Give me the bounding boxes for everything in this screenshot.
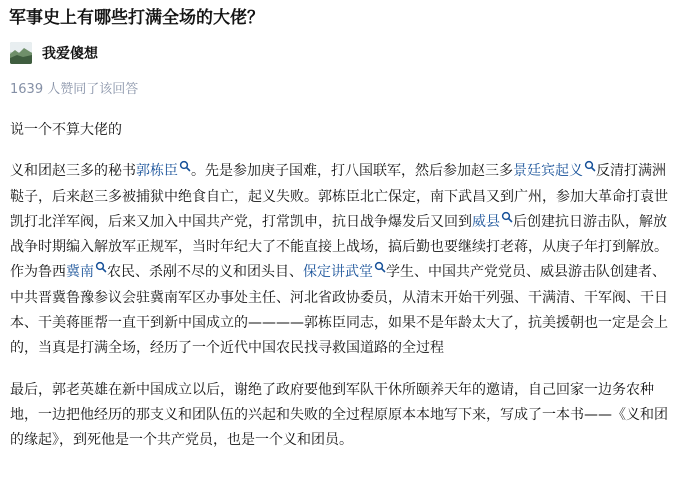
- search-icon: [374, 261, 386, 273]
- keyword-link-label: 保定讲武堂: [303, 264, 373, 281]
- author-info: [10, 42, 98, 64]
- keyword-link[interactable]: [66, 264, 107, 280]
- paragraph-text: 反清打满洲鞑子，后来赵三多被捕狱中绝食自亡，起义失败。郭栋臣北亡保定，南下武昌又到广州，参加大革命打袁世凯打北洋军阀，后来又加入中国共产党，打常凯申，抗日战争爆发后又回到: [10, 163, 668, 230]
- search-icon: [179, 160, 191, 172]
- answer-paragraph-2: 最后，郭老英雄在新中国成立以后，谢绝了政府要他到军队干休所颐养天年的邀请，自己回家一边务农种地，一边把他经历的那支义和团队伍的兴起和失败的全过程原原本本地写下来，写成了一本书——《义和团的缘起》，到死他是一个共产党员，也是一个义和团员。: [10, 381, 668, 449]
- answer-intro: 说一个不算大佬的: [10, 122, 122, 138]
- keyword-link-label: 威县: [472, 213, 500, 230]
- search-icon: [95, 261, 107, 273]
- author-name[interactable]: 我爱傻想: [42, 46, 98, 62]
- avatar[interactable]: [10, 42, 32, 64]
- paragraph-text: 。先是参加庚子国难，打八国联军，然后参加赵三多: [191, 163, 513, 180]
- keyword-link[interactable]: [136, 163, 191, 179]
- keyword-link-label: 景廷宾起义: [513, 163, 583, 180]
- keyword-link-label: 冀南: [66, 264, 94, 281]
- paragraph-text: 后创建抗日游击队，解放战争时期编入解放军正规军，当时年纪大了不能直接上战场，搞后勤也要继续打老蒋，从庚子年打到解放。作为鲁西: [10, 213, 668, 281]
- search-icon: [501, 211, 513, 223]
- vote-count: 1639 人赞同了该回答: [10, 82, 139, 97]
- search-icon: [584, 160, 596, 172]
- paragraph-text: 义和团赵三多的秘书: [10, 163, 136, 180]
- answer-paragraph-1: [10, 159, 670, 361]
- keyword-link[interactable]: [303, 264, 386, 280]
- keyword-link-label: 郭栋臣: [136, 163, 178, 180]
- paragraph-text: 农民、杀剐不尽的义和团头目、: [107, 264, 303, 281]
- question-title[interactable]: 军事史上有哪些打满全场的大佬？: [9, 8, 264, 28]
- keyword-link[interactable]: [472, 214, 513, 230]
- landscape-avatar-icon: [10, 42, 32, 64]
- keyword-link[interactable]: [513, 163, 596, 179]
- answer-content: [10, 118, 670, 470]
- paragraph-text: 学生、中国共产党党员、威县游击队创建者、中共晋冀鲁豫参议会驻冀南军区办事处主任、河北省政协委员，从清末开始干列强、干满清、干军阀、干日本、干美蒋匪帮一直干到新中国成立的————郭栋臣同志，如果不是年龄太大了，抗美援朝也一定是会上的，当真是打满全场，经历了一个近代中国农民找寻救国道路的全过程: [10, 264, 668, 357]
